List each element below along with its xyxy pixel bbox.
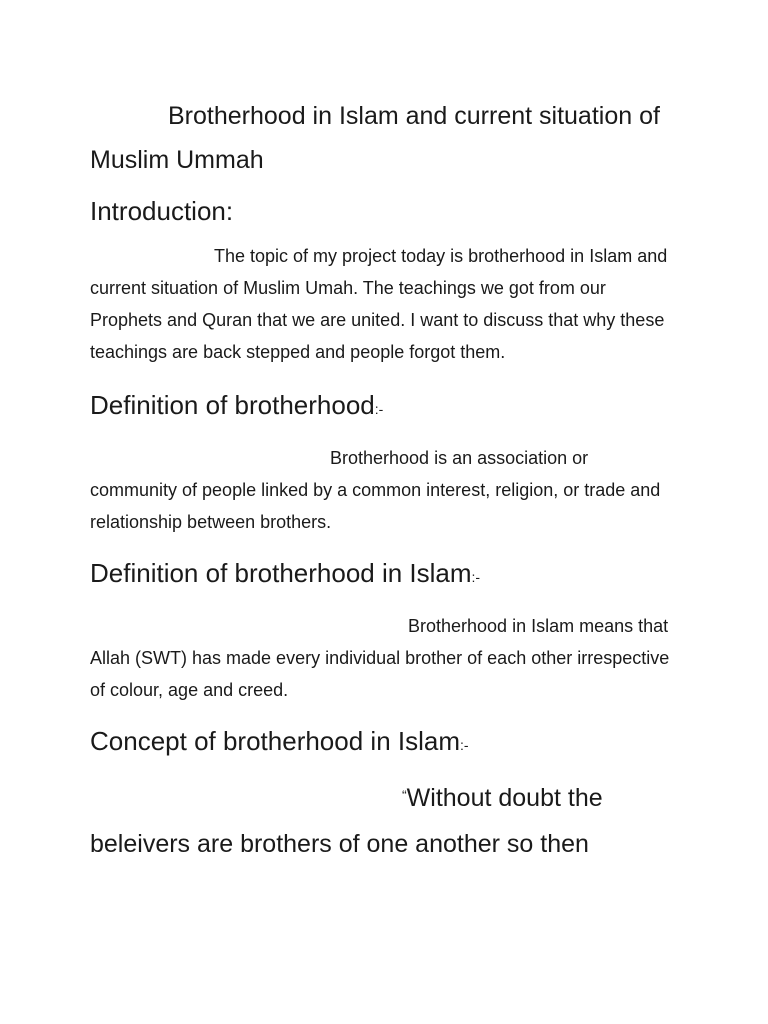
concept-brotherhood-islam-heading	[90, 724, 680, 762]
quote-text: Without doubt the beleivers are brothers of one another so then	[90, 784, 603, 858]
definition-brotherhood-paragraph: Brotherhood is an association or community of people linked by a common interest, religion, or trade and relationship between brothers.	[90, 448, 661, 532]
document-body	[90, 94, 680, 867]
concept-quote	[90, 772, 680, 867]
concept-brotherhood-islam-heading-suffix: :-	[460, 737, 469, 753]
definition-brotherhood-islam-heading-text: Definition of brotherhood in Islam	[90, 558, 472, 588]
introduction-heading: Introduction:	[90, 196, 234, 226]
definition-brotherhood-islam-paragraph: Brotherhood in Islam means that Allah (SWT) has made every individual brother of each other irrespective of colour, age and creed.	[90, 616, 670, 700]
definition-brotherhood-islam-heading	[90, 556, 680, 594]
document-title: Brotherhood in Islam and current situation of Muslim Ummah	[90, 102, 660, 174]
quote-open-mark: “	[402, 787, 407, 803]
definition-brotherhood-heading	[90, 388, 680, 426]
definition-brotherhood-heading-text: Definition of brotherhood	[90, 390, 375, 420]
introduction-paragraph: The topic of my project today is brotherhood in Islam and current situation of Muslim Umah. The teachings we got from our Prophets and Quran that we are united. I want to discuss that why these teachings are back stepped and people forgot them.	[90, 246, 668, 362]
definition-brotherhood-heading-suffix: :-	[374, 401, 384, 417]
definition-brotherhood-islam-heading-suffix: :-	[471, 569, 481, 585]
concept-brotherhood-islam-heading-text: Concept of brotherhood in Islam	[90, 726, 460, 756]
